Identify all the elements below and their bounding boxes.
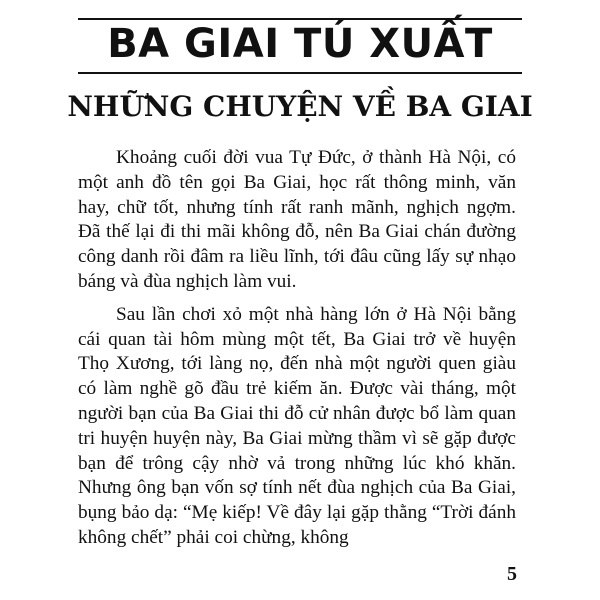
header-rule-top bbox=[78, 18, 522, 20]
book-title: BA GIAI TÚ XUẤT bbox=[107, 21, 493, 67]
page-number: 5 bbox=[507, 563, 517, 585]
paragraph-2: Sau lần chơi xỏ một nhà hàng lớn ở Hà Nội bằng cái quan tài hôm mùng một tết, Ba Giai trở về huyện Thọ Xương, tới làng nọ, đến nhà một người quen giàu có làm nghề gõ đầu trẻ kiếm ăn. Được vài tháng, một người bạn của Ba Giai thi đỗ cử nhân được bổ làm quan tri huyện huyện này, Ba Giai mừng thầm vì sẽ gặp được bạn để trông cậy nhờ vả trong những lúc khó khăn. Nhưng ông bạn vốn sợ tính nết đùa nghịch của Ba Giai, bụng bảo dạ: “Mẹ kiếp! Về đây lại gặp thằng “Trời đánh không chết” phải coi chừng, không bbox=[78, 303, 516, 548]
body-text bbox=[78, 146, 516, 559]
paragraph-1: Khoảng cuối đời vua Tự Đức, ở thành Hà Nội, có một anh đồ tên gọi Ba Giai, học rất thông minh, văn hay, chữ tốt, nhưng tính rất ranh mãnh, nghịch ngợm. Đã thế lại đi thi mãi không đỗ, nên Ba Giai chán đường công danh rồi đâm ra liều lĩnh, tới đâu cũng lấy sự nhạo báng và đùa nghịch làm vui. bbox=[78, 147, 516, 292]
chapter-title: NHỮNG CHUYỆN VỀ BA GIAI bbox=[67, 90, 533, 123]
header-rule-bottom bbox=[78, 72, 522, 74]
